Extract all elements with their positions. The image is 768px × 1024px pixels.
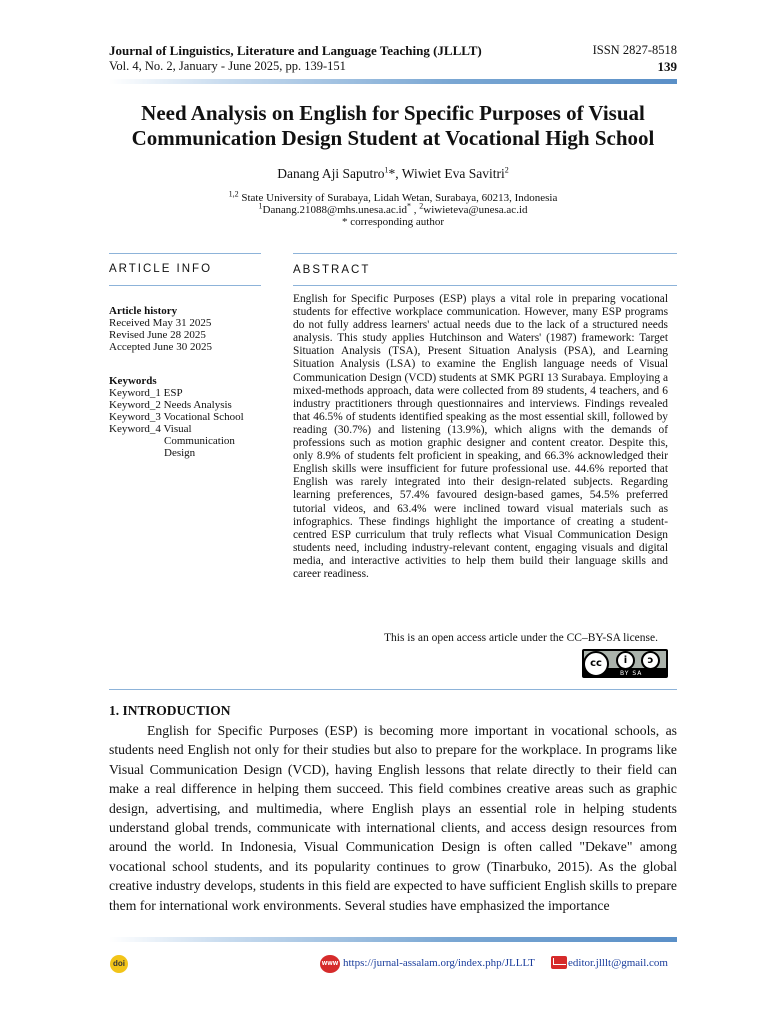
license-note: This is an open access article under the CC–BY-SA license. [383,632,658,644]
emails: $^1$Danang.21088@mhs.unesa.ac.id* , $^2$wiwieteva@unesa.ac.id [258,201,528,216]
keyword-4: Keyword_4 Visual [109,423,192,435]
introduction-heading: 1. INTRODUCTION [109,703,231,718]
title-line-1: Need Analysis on English for Specific Purposes of Visual [141,101,645,125]
issn: ISSN 2827-8518 [592,43,677,57]
keyword-4-line-2: Communication [164,435,235,447]
received-date: Received May 31 2025 [109,317,212,329]
email-2[interactable]: wiwieteva@unesa.ac.id [423,204,528,216]
header-divider [109,79,677,84]
keyword-3: Keyword_3 Vocational School [109,411,244,423]
journal-url-link[interactable]: https://jurnal-assalam.org/index.php/JLLLT [343,957,535,969]
author-1-sup: 1 [384,165,389,175]
keyword-4-line-3: Design [164,447,196,459]
article-info-heading: ARTICLE INFO [109,263,213,275]
journal-volume: Vol. 4, No. 2, January - June 2025, pp. 139-151 [109,59,346,73]
author-2: Wiwiet Eva Savitri [401,166,505,181]
introduction-body [109,721,677,915]
page-number: 139 [657,59,677,74]
article-history-label: Article history [109,305,178,317]
abstract-text: English for Specific Purposes (ESP) plays a vital role in preparing vocational students for effective workplace communication. However, many ESP programs do not fully address learners' actual needs due to the lack of a structured needs analysis. This study applies Hutchinson and Waters' (1987) framework: Target Situation Analysis (TSA), Present Situation Analysis (PSA), and Learning Situation Analysis (LSA) to examine the English language needs of Visual Communication Design (VCD) students at SMK PGRI 13 Surabaya. Employing a mixed-methods approach, data were collected from 89 students, 4 teachers, and 6 industry practitioners through questionnaires and interviews. Findings revealed that 46.5% of students identified speaking as the most essential skill, followed by reading (30.7%) and listening (13.9%), which aligns with the demands of professions such as motion graphic designer and content creator. Despite this, only 8.9% of students felt proficient in speaking, and 66.3% acknowledged their English skills were insufficient for future professional use. 44.6% reported that English was rarely integrated into their design-related subjects. Regarding learning preferences, 57.4% favoured design-based games, 54.5% preferred tutorial videos, and 63.4% were inclined toward visual materials such as infographics. These findings highlight the importance of creating a student-centred ESP curriculum that truly reflects what Visual Communication Design students need, including industry-relevant content, engaging visuals and digital media, and interactive activities to help them build their language skills and career readiness. [293,293,668,580]
info-top-rule [109,253,261,254]
introduction-paragraph: English for Specific Purposes (ESP) is becoming more important in vocational schools, as students need English not only for their studies but also to prepare for the workplace. In programs like Visual Communication Design (VCD), having English lessons that relate directly to their field can make a real difference in helping them succeed. This field combines creative areas such as graphic design, advertising, and multimedia, where English plays an essential role in helping students understand global trends, communicate with international clients, and access design resources from around the world. In Indonesia, Visual Communication Design is often called "Dekave" among vocational school students, and its popularity continues to grow (Tinarbuko, 2015). As the global creative industry develops, students in this field are expected to have sufficient English skills to prepare them for international work environments. Several studies have emphasized the importance [109,723,677,913]
abstract-bottom-rule [293,285,677,286]
cc-by-sa-badge[interactable] [582,649,668,678]
author-1: Danang Aji Saputro [277,166,385,181]
revised-date: Revised June 28 2025 [109,329,206,341]
author-1-mark: *, [388,166,402,181]
keywords [109,375,244,459]
sa-icon: ↄ [641,651,660,670]
abstract-top-rule [293,253,677,254]
keywords-label: Keywords [109,375,157,387]
journal-title: Journal of Linguistics, Literature and Language Teaching (JLLLT) [109,43,482,58]
corresponding-author-note: * corresponding author [341,216,445,228]
article-history [109,305,212,353]
affiliation-block [100,189,686,228]
affiliation: $^{1,2}$ State University of Surabaya, Lidah Wetan, Surabaya, 60213, Indonesia [228,189,558,204]
www-icon: WWW [320,955,340,973]
abstract-end-rule [109,689,677,690]
by-icon: i [616,651,635,670]
paper-title [100,101,686,151]
editor-email-link[interactable]: editor.jlllt@gmail.com [568,957,668,969]
keyword-2: Keyword_2 Needs Analysis [109,399,232,411]
footer-divider [109,937,677,942]
cc-icon: cc [583,651,609,677]
info-bottom-rule [109,285,261,286]
abstract-heading: ABSTRACT [293,264,371,276]
doi-icon[interactable]: doi [110,955,128,973]
authors [100,166,686,182]
title-line-2: Communication Design Student at Vocational High School [131,126,655,150]
email-1[interactable]: Danang.21088@mhs.unesa.ac.id [262,204,408,216]
cc-badge-labels: BY SA [620,670,643,677]
accepted-date: Accepted June 30 2025 [109,341,212,353]
author-2-sup: 2 [504,165,509,175]
mail-icon [551,956,567,969]
keyword-1: Keyword_1 ESP [109,387,183,399]
